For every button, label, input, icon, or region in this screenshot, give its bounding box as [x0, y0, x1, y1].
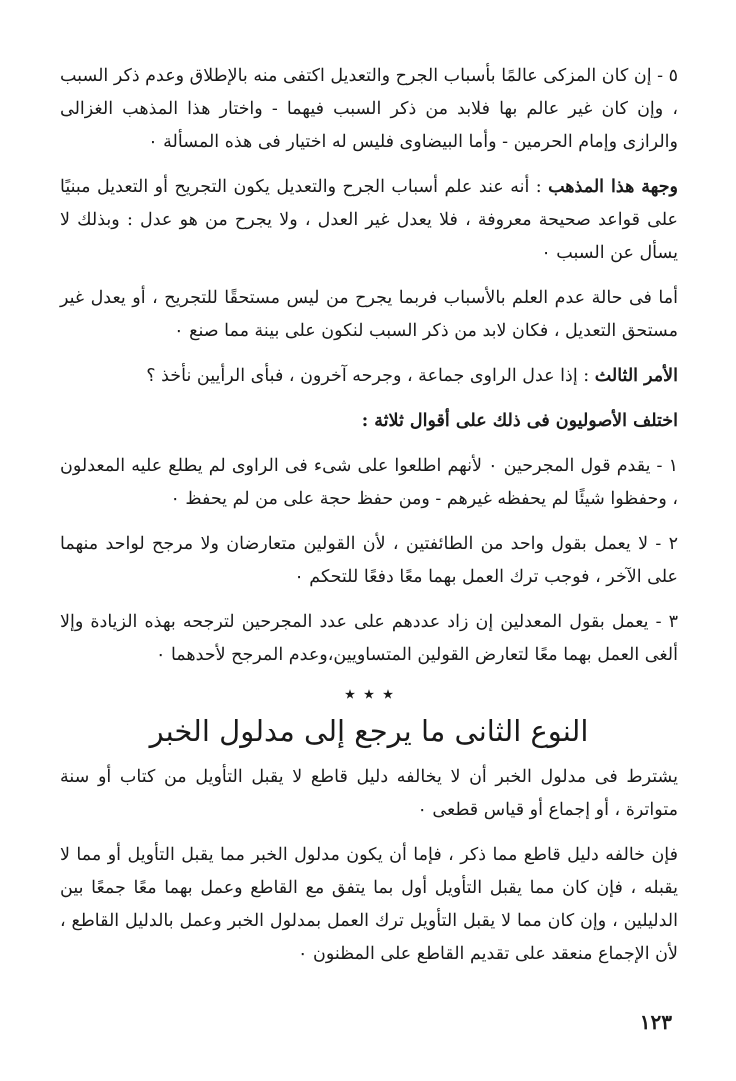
three-opinions-heading: اختلف الأصوليون فى ذلك على أقوال ثلاثة : [361, 411, 678, 431]
page-number: ١٢٣ [639, 1010, 672, 1034]
third-matter-text: : إذا عدل الراوى جماعة ، وجرحه آخرون ، فبأى الرأيين نأخذ ؟ [146, 366, 595, 386]
third-matter-lead: الأمر الثالث [594, 366, 678, 386]
section-title: النوع الثانى ما يرجع إلى مدلول الخبر [149, 714, 589, 748]
paragraph-absence-of-knowledge: أما فى حالة عدم العلم بالأسباب فربما يجرح من ليس مستحقًا للتجريح ، أو يعدل غير مستحق التعديل ، فكان لابد من ذكر السبب لنكون على بينة مما صنع ٠ [60, 288, 678, 341]
section-divider-stars: ٭ ٭ ٭ [344, 682, 394, 707]
paragraph-opinion-two: ٢ - لا يعمل بقول واحد من الطائفتين ، لأن القولين متعارضان ولا مرجح لواحد منهما على الآخر ، فوجب ترك العمل بهما معًا دفعًا للتحكم ٠ [60, 534, 678, 587]
paragraph-condition: يشترط فى مدلول الخبر أن لا يخالفه دليل قاطع لا يقبل التأويل من كتاب أو سنة متواترة ، أو إجماع أو قياس قطعى ٠ [60, 767, 678, 820]
paragraph-fifth-opinion: ٥ - إن كان المزكى عالمًا بأسباب الجرح والتعديل اكتفى منه بالإطلاق وعدم ذكر السبب ، وإن كان غير عالم بها فلابد من ذكر السبب فيهما - واختار هذا المذهب الغزالى والرازى وإمام الحرمين - وأما البيضاوى فليس له اختيار فى هذه المسألة ٠ [60, 66, 678, 152]
paragraph-opinion-one: ١ - يقدم قول المجرحين ٠ لأنهم اطلعوا على شىء فى الراوى لم يطلع عليه المعدلون ، وحفظوا شيئًا لم يحفظه غيرهم - ومن حفظ حجة على من لم يحفظ ٠ [60, 456, 678, 509]
paragraph-third-matter [60, 360, 678, 393]
paragraph-rationale [60, 171, 678, 270]
paragraph-contradiction: فإن خالفه دليل قاطع مما ذكر ، فإما أن يكون مدلول الخبر مما يقبل التأويل أو مما لا يقبله ، فإن كان مما يقبل التأويل أول بما يتفق مع القاطع وعمل بهما معًا جمعًا بين الدليلين ، وإن كان مما لا يقبل التأويل ترك العمل بمدلول الخبر وعمل بالدليل القاطع ، لأن الإجماع منعقد على تقديم القاطع على المظنون ٠ [60, 845, 678, 964]
rationale-text: : أنه عند علم أسباب الجرح والتعديل يكون التجريح أو التعديل مبنيًا على قواعد صحيحة معروفة ، فلا يعدل غير العدل ، ولا يجرح من هو عدل : وبذلك لا يسأل عن السبب ٠ [60, 177, 678, 263]
paragraph-opinion-three: ٣ - يعمل بقول المعدلين إن زاد عددهم على عدد المجرحين لترجحه بهذه الزيادة وإلا ألغى العمل بهما معًا لتعارض القولين المتساويين،وعدم المرجح لأحدهما ٠ [60, 612, 678, 665]
rationale-lead: وجهة هذا المذهب [548, 177, 678, 197]
